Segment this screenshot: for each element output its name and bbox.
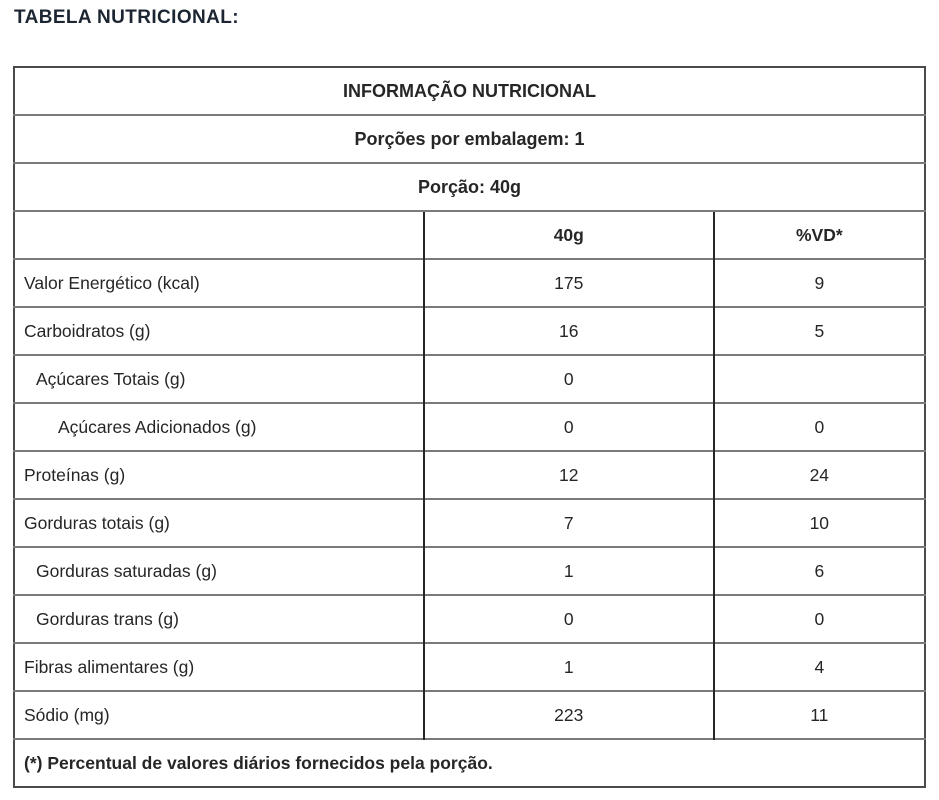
- vd-value: 4: [714, 643, 925, 691]
- vd-value: [714, 355, 925, 403]
- nutrient-label: Açúcares Adicionados (g): [14, 403, 424, 451]
- nutrient-label: Sódio (mg): [14, 691, 424, 739]
- nutrient-label: Açúcares Totais (g): [14, 355, 424, 403]
- vd-value: 24: [714, 451, 925, 499]
- vd-value: 0: [714, 403, 925, 451]
- vd-value: 0: [714, 595, 925, 643]
- serving-size: Porção: 40g: [14, 163, 925, 211]
- footnote: (*) Percentual de valores diários fornecidos pela porção.: [14, 739, 925, 787]
- amount-value: 223: [424, 691, 714, 739]
- table-row: [14, 547, 925, 595]
- table-row: [14, 595, 925, 643]
- vd-value: 11: [714, 691, 925, 739]
- table-row: [14, 499, 925, 547]
- amount-value: 16: [424, 307, 714, 355]
- amount-value: 0: [424, 595, 714, 643]
- table-row: [14, 691, 925, 739]
- page-title: TABELA NUTRICIONAL:: [14, 7, 240, 28]
- amount-value: 0: [424, 355, 714, 403]
- nutrient-label: Valor Energético (kcal): [14, 259, 424, 307]
- nutrient-label: Proteínas (g): [14, 451, 424, 499]
- nutrient-label: Carboidratos (g): [14, 307, 424, 355]
- table-title: INFORMAÇÃO NUTRICIONAL: [343, 80, 596, 101]
- table-row: [14, 403, 925, 451]
- table-row: [14, 355, 925, 403]
- footnote-row: [14, 739, 925, 787]
- amount-value: 175: [424, 259, 714, 307]
- column-header-row: [14, 211, 925, 259]
- vd-value: 6: [714, 547, 925, 595]
- nutrition-table: [13, 66, 926, 788]
- servings-per-package-row: [14, 115, 925, 163]
- nutrient-label: Gorduras trans (g): [14, 595, 424, 643]
- amount-value: 7: [424, 499, 714, 547]
- amount-value: 1: [424, 643, 714, 691]
- amount-value: 0: [424, 403, 714, 451]
- nutrient-label: Gorduras saturadas (g): [14, 547, 424, 595]
- table-row: [14, 307, 925, 355]
- table-title-row: [14, 67, 925, 115]
- vd-value: 5: [714, 307, 925, 355]
- nutrient-label: Fibras alimentares (g): [14, 643, 424, 691]
- table-row: [14, 643, 925, 691]
- column-header-nutrient: [14, 211, 424, 259]
- serving-size-row: [14, 163, 925, 211]
- amount-value: 1: [424, 547, 714, 595]
- nutrient-label: Gorduras totais (g): [14, 499, 424, 547]
- table-row: [14, 451, 925, 499]
- column-header-vd: %VD*: [714, 211, 925, 259]
- column-header-amount: 40g: [424, 211, 714, 259]
- vd-value: 9: [714, 259, 925, 307]
- servings-per-package: Porções por embalagem: 1: [14, 115, 925, 163]
- vd-value: 10: [714, 499, 925, 547]
- amount-value: 12: [424, 451, 714, 499]
- table-row: [14, 259, 925, 307]
